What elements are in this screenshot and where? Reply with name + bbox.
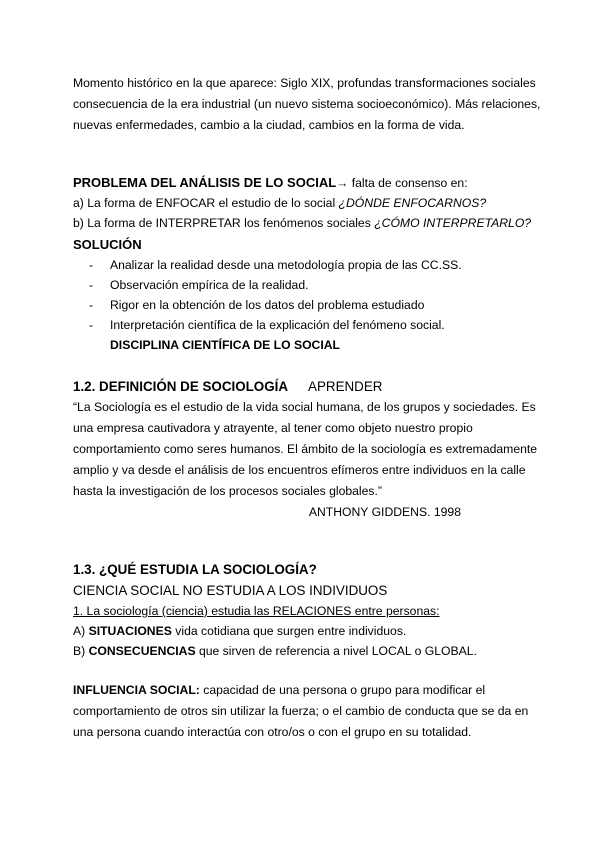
problema-heading-rest: falta de consenso en: [348, 176, 468, 190]
arrow-icon: → [336, 176, 349, 190]
dash-bullet: - [89, 298, 94, 312]
estudia-item-a-label: A) [73, 624, 89, 638]
influencia-section [73, 680, 543, 743]
problema-item-a-text: a) La forma de ENFOCAR el estudio de lo social [73, 196, 339, 210]
estudia-heading: 1.3. ¿QUÉ ESTUDIA LA SOCIOLOGÍA? [73, 562, 317, 577]
dash-bullet: - [89, 278, 94, 292]
list-item-text: Interpretación científica de la explicación del fenómeno social. [110, 318, 445, 332]
problema-item-a-question: ¿DÓNDE ENFOCARNOS? [338, 196, 487, 210]
solucion-heading: SOLUCIÓN [73, 237, 142, 252]
estudia-item-b-text: que sirven de referencia a nivel LOCAL o GLOBAL. [195, 644, 477, 658]
estudia-point-1-text: 1. La sociología (ciencia) estudia las RELACIONES entre personas: [73, 604, 440, 618]
intro-section [73, 73, 543, 136]
estudia-caption: CIENCIA SOCIAL NO ESTUDIA A LOS INDIVIDUOS [73, 583, 388, 598]
problema-section [73, 173, 563, 233]
solucion-list [73, 255, 543, 335]
problema-item-b-question: ¿CÓMO INTERPRETARLO? [374, 216, 532, 230]
estudia-item-a [73, 621, 543, 641]
list-item [73, 255, 543, 275]
intro-paragraph: Momento histórico en la que aparece: Siglo XIX, profundas transformaciones sociales consecuencia de la era industrial (un nuevo sistema socioeconómico). Más relaciones, nuevas enfermedades, cambio a la ciudad, cambios en la forma de vida. [73, 76, 541, 132]
solucion-section [73, 235, 543, 355]
influencia-definition: capacidad de una persona o grupo para modificar el comportamiento de otros sin utilizar la fuerza; o el cambio de conducta que se da en una persona cuando interactúa con otro/os o con el grupo en su totalidad. [73, 683, 529, 739]
estudia-item-b-label: B) [73, 644, 89, 658]
quote-author: ANTHONY GIDDENS. 1998 [308, 505, 461, 519]
giddens-quote: “La Sociología es el estudio de la vida social humana, de los grupos y sociedades. Es una empresa cautivadora y atrayente, al tener como objeto nuestro propio comportamiento como seres humanos. El ámbito de la sociología es extremadamente amplio y va desde el análisis de los encuentros efímeros entre individuos en la calle hasta la investigación de los procesos sociales globales.” [73, 400, 538, 498]
influencia-paragraph [73, 680, 543, 743]
problema-heading-text: PROBLEMA DEL ANÁLISIS DE LO SOCIAL [73, 175, 337, 190]
list-item [73, 275, 543, 295]
list-item-text: Analizar la realidad desde una metodología propia de las CC.SS. [110, 258, 462, 272]
list-item [73, 295, 543, 315]
definicion-section [73, 376, 543, 523]
influencia-term: INFLUENCIA SOCIAL: [73, 683, 200, 697]
disciplina-label: DISCIPLINA CIENTÍFICA DE LO SOCIAL [110, 338, 340, 352]
list-item-text: Observación empírica de la realidad. [110, 278, 309, 292]
definicion-heading-text: 1.2. DEFINICIÓN DE SOCIOLOGÍA [73, 379, 289, 394]
estudia-item-b [73, 641, 543, 661]
estudia-item-b-bold: CONSECUENCIAS [88, 644, 196, 658]
estudia-section [73, 559, 543, 661]
dash-bullet: - [89, 258, 94, 272]
aprender-tag: APRENDER [308, 379, 383, 394]
estudia-item-a-text: vida cotidiana que surgen entre individuos. [171, 624, 407, 638]
estudia-item-a-bold: SITUACIONES [88, 624, 172, 638]
estudia-point-1 [73, 601, 543, 621]
definicion-heading [73, 376, 543, 397]
problema-heading [73, 173, 563, 193]
list-item-text: Rigor en la obtención de los datos del problema estudiado [110, 298, 425, 312]
problema-item-b-text: b) La forma de INTERPRETAR los fenómenos sociales [73, 216, 375, 230]
list-item [73, 315, 543, 335]
problema-item-b [73, 213, 563, 233]
problema-item-a [73, 193, 563, 213]
dash-bullet: - [89, 318, 94, 332]
